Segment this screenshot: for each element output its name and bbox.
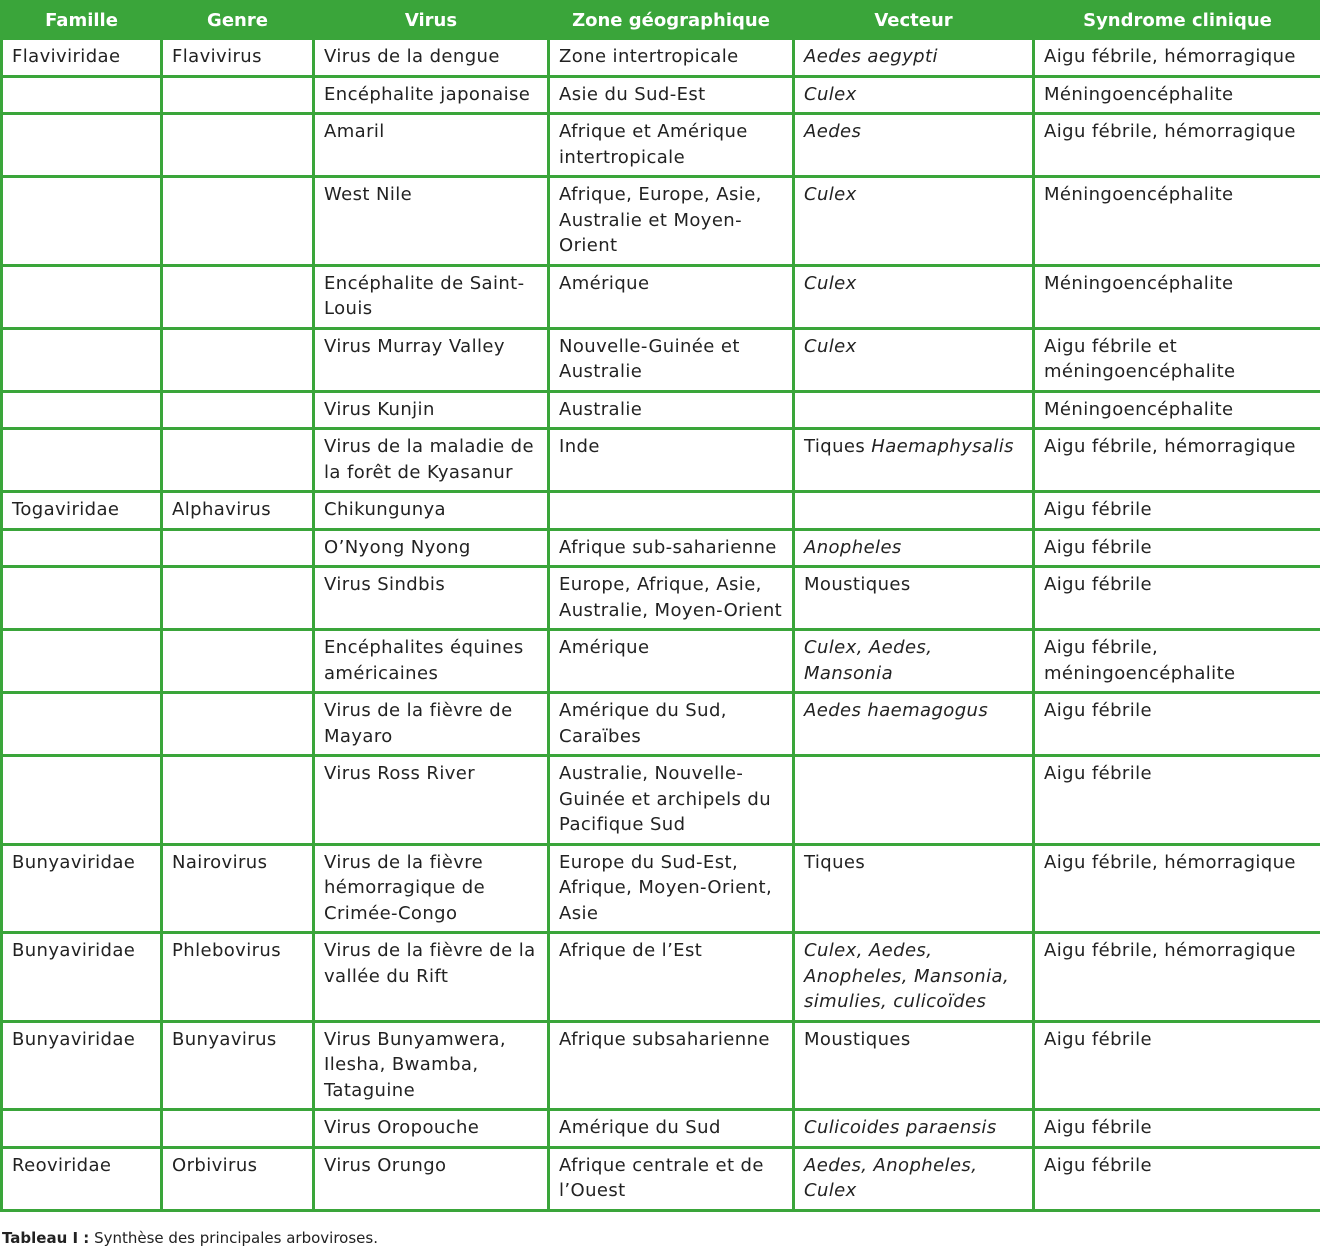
table-body: [2, 39, 1320, 1211]
cell-zone: Europe, Afrique, Asie, Australie, Moyen-Orient: [549, 567, 794, 630]
vecteur-species: Culicoides paraensis: [804, 1117, 997, 1138]
cell-virus: Virus Oropouche: [314, 1110, 549, 1148]
table-row: [2, 492, 1320, 530]
cell-genre: [162, 567, 314, 630]
cell-syndrome: Aigu fébrile et méningoencéphalite: [1034, 328, 1320, 391]
cell-vecteur: [794, 756, 1034, 845]
cell-famille: [2, 391, 162, 429]
cell-syndrome: Aigu fébrile: [1034, 1021, 1320, 1110]
cell-syndrome: Aigu fébrile: [1034, 693, 1320, 756]
cell-zone: Amérique du Sud, Caraïbes: [549, 693, 794, 756]
vecteur-species: Aedes, Anopheles, Culex: [804, 1154, 978, 1201]
cell-vecteur: [794, 1147, 1034, 1210]
cell-vecteur: [794, 529, 1034, 567]
cell-genre: Flavivirus: [162, 39, 314, 77]
cell-virus: Encéphalite de Saint-Louis: [314, 265, 549, 328]
cell-vecteur: [794, 630, 1034, 693]
cell-genre: Nairovirus: [162, 844, 314, 933]
cell-famille: Flaviviridae: [2, 39, 162, 77]
cell-zone: Afrique sub-saharienne: [549, 529, 794, 567]
cell-famille: [2, 756, 162, 845]
cell-zone: Nouvelle-Guinée et Australie: [549, 328, 794, 391]
table-row: [2, 429, 1320, 492]
cell-syndrome: Aigu fébrile, hémorragique: [1034, 114, 1320, 177]
cell-famille: [2, 76, 162, 114]
table-row: [2, 1147, 1320, 1210]
table-row: [2, 529, 1320, 567]
cell-famille: [2, 177, 162, 266]
cell-famille: [2, 429, 162, 492]
cell-vecteur: [794, 114, 1034, 177]
table-row: [2, 693, 1320, 756]
cell-vecteur: [794, 933, 1034, 1022]
table-row: [2, 1021, 1320, 1110]
cell-zone: [549, 492, 794, 530]
table-caption: [2, 1229, 378, 1247]
cell-zone: Afrique subsaharienne: [549, 1021, 794, 1110]
cell-genre: [162, 693, 314, 756]
cell-genre: [162, 328, 314, 391]
table-row: [2, 177, 1320, 266]
cell-virus: Virus de la fièvre de la vallée du Rift: [314, 933, 549, 1022]
cell-syndrome: Aigu fébrile: [1034, 492, 1320, 530]
cell-vecteur: [794, 391, 1034, 429]
cell-famille: Togaviridae: [2, 492, 162, 530]
cell-famille: [2, 529, 162, 567]
cell-virus: Virus de la fièvre hémorragique de Crimée-Congo: [314, 844, 549, 933]
table-row: [2, 756, 1320, 845]
table-row: [2, 391, 1320, 429]
cell-virus: Chikungunya: [314, 492, 549, 530]
cell-virus: O’Nyong Nyong: [314, 529, 549, 567]
cell-zone: Asie du Sud-Est: [549, 76, 794, 114]
cell-zone: Australie: [549, 391, 794, 429]
vecteur-species: Culex: [804, 335, 857, 357]
cell-famille: Bunyaviridae: [2, 933, 162, 1022]
cell-syndrome: Aigu fébrile: [1034, 1147, 1320, 1210]
cell-famille: Reoviridae: [2, 1147, 162, 1210]
vecteur-species: Haemaphysalis: [871, 436, 1014, 457]
table-row: [2, 630, 1320, 693]
cell-zone: Afrique, Europe, Asie, Australie et Moyen-Orient: [549, 177, 794, 266]
cell-vecteur: [794, 177, 1034, 266]
header-famille: Famille: [2, 2, 162, 39]
cell-famille: Bunyaviridae: [2, 1021, 162, 1110]
cell-virus: Encéphalite japonaise: [314, 76, 549, 114]
cell-zone: Inde: [549, 429, 794, 492]
cell-syndrome: Aigu fébrile: [1034, 756, 1320, 845]
cell-vecteur: [794, 39, 1034, 77]
vecteur-species: Culex: [804, 83, 857, 105]
cell-genre: [162, 756, 314, 845]
header-virus: Virus: [314, 2, 549, 39]
cell-genre: [162, 529, 314, 567]
cell-famille: [2, 567, 162, 630]
vecteur-text: Moustiques: [804, 574, 911, 595]
table-row: [2, 1110, 1320, 1148]
table-row: [2, 265, 1320, 328]
cell-vecteur: [794, 567, 1034, 630]
header-syndrome-clinique: Syndrome clinique: [1034, 2, 1320, 39]
cell-virus: Amaril: [314, 114, 549, 177]
vecteur-text: Tiques: [804, 436, 872, 457]
cell-vecteur: [794, 693, 1034, 756]
cell-vecteur: [794, 76, 1034, 114]
vecteur-text: Tiques: [804, 851, 866, 873]
cell-zone: Australie, Nouvelle-Guinée et archipels du Pacifique Sud: [549, 756, 794, 845]
cell-genre: Orbivirus: [162, 1147, 314, 1210]
table-header-row: [2, 2, 1320, 39]
cell-syndrome: Aigu fébrile: [1034, 529, 1320, 567]
table-row: [2, 76, 1320, 114]
cell-virus: Virus Murray Valley: [314, 328, 549, 391]
cell-famille: [2, 328, 162, 391]
cell-vecteur: [794, 328, 1034, 391]
cell-genre: [162, 76, 314, 114]
cell-zone: Amérique: [549, 265, 794, 328]
vecteur-species: Anopheles: [804, 536, 902, 558]
cell-syndrome: Méningoencéphalite: [1034, 391, 1320, 429]
cell-genre: [162, 265, 314, 328]
cell-virus: Virus Kunjin: [314, 391, 549, 429]
cell-vecteur: [794, 429, 1034, 492]
cell-genre: [162, 391, 314, 429]
table-row: [2, 39, 1320, 77]
cell-famille: Bunyaviridae: [2, 844, 162, 933]
cell-virus: Virus Ross River: [314, 756, 549, 845]
cell-zone: Afrique centrale et de l’Ouest: [549, 1147, 794, 1210]
cell-genre: [162, 114, 314, 177]
cell-syndrome: Aigu fébrile, hémorragique: [1034, 429, 1320, 492]
cell-virus: Virus de la fièvre de Mayaro: [314, 693, 549, 756]
vecteur-species: Aedes: [804, 121, 862, 142]
cell-virus: Encéphalites équines américaines: [314, 630, 549, 693]
table-row: [2, 328, 1320, 391]
cell-virus: Virus de la maladie de la forêt de Kyasanur: [314, 429, 549, 492]
cell-zone: Afrique de l’Est: [549, 933, 794, 1022]
cell-zone: Europe du Sud-Est, Afrique, Moyen-Orient, Asie: [549, 844, 794, 933]
cell-syndrome: Méningoencéphalite: [1034, 177, 1320, 266]
cell-genre: Bunyavirus: [162, 1021, 314, 1110]
cell-syndrome: Méningoencéphalite: [1034, 265, 1320, 328]
cell-syndrome: Aigu fébrile, hémorragique: [1034, 933, 1320, 1022]
cell-genre: [162, 429, 314, 492]
vecteur-species: Culex: [804, 272, 857, 294]
cell-zone: Zone intertropicale: [549, 39, 794, 77]
caption-text: Synthèse des principales arboviroses.: [94, 1229, 378, 1247]
cell-famille: [2, 1110, 162, 1148]
cell-syndrome: Aigu fébrile, hémorragique: [1034, 39, 1320, 77]
cell-vecteur: [794, 1110, 1034, 1148]
cell-vecteur: [794, 844, 1034, 933]
header-vecteur: Vecteur: [794, 2, 1034, 39]
vecteur-text: Moustiques: [804, 1028, 911, 1050]
cell-zone: Amérique: [549, 630, 794, 693]
vecteur-species: Culex, Aedes, Mansonia: [804, 637, 933, 684]
cell-virus: Virus Bunyamwera, Ilesha, Bwamba, Tataguine: [314, 1021, 549, 1110]
cell-virus: Virus Sindbis: [314, 567, 549, 630]
cell-vecteur: [794, 492, 1034, 530]
cell-famille: [2, 265, 162, 328]
cell-virus: Virus Orungo: [314, 1147, 549, 1210]
cell-famille: [2, 630, 162, 693]
cell-genre: [162, 1110, 314, 1148]
cell-zone: Afrique et Amérique intertropicale: [549, 114, 794, 177]
table-row: [2, 567, 1320, 630]
cell-genre: [162, 630, 314, 693]
table-row: [2, 844, 1320, 933]
table-row: [2, 114, 1320, 177]
vecteur-species: Culex: [804, 184, 857, 205]
cell-syndrome: Aigu fébrile: [1034, 567, 1320, 630]
cell-vecteur: [794, 1021, 1034, 1110]
table-row: [2, 933, 1320, 1022]
vecteur-species: Culex, Aedes, Anopheles, Mansonia, simulies, culicoïdes: [804, 940, 1010, 1012]
header-genre: Genre: [162, 2, 314, 39]
cell-genre: [162, 177, 314, 266]
cell-zone: Amérique du Sud: [549, 1110, 794, 1148]
cell-famille: [2, 114, 162, 177]
cell-virus: Virus de la dengue: [314, 39, 549, 77]
header-zone-geographique: Zone géographique: [549, 2, 794, 39]
cell-syndrome: Aigu fébrile, méningoencéphalite: [1034, 630, 1320, 693]
cell-syndrome: Aigu fébrile: [1034, 1110, 1320, 1148]
cell-genre: Phlebovirus: [162, 933, 314, 1022]
cell-virus: West Nile: [314, 177, 549, 266]
vecteur-species: Aedes haemagogus: [804, 700, 989, 721]
cell-syndrome: Méningoencéphalite: [1034, 76, 1320, 114]
cell-famille: [2, 693, 162, 756]
vecteur-species: Aedes aegypti: [804, 46, 938, 67]
cell-genre: Alphavirus: [162, 492, 314, 530]
cell-syndrome: Aigu fébrile, hémorragique: [1034, 844, 1320, 933]
cell-vecteur: [794, 265, 1034, 328]
caption-label: Tableau I :: [2, 1229, 90, 1247]
